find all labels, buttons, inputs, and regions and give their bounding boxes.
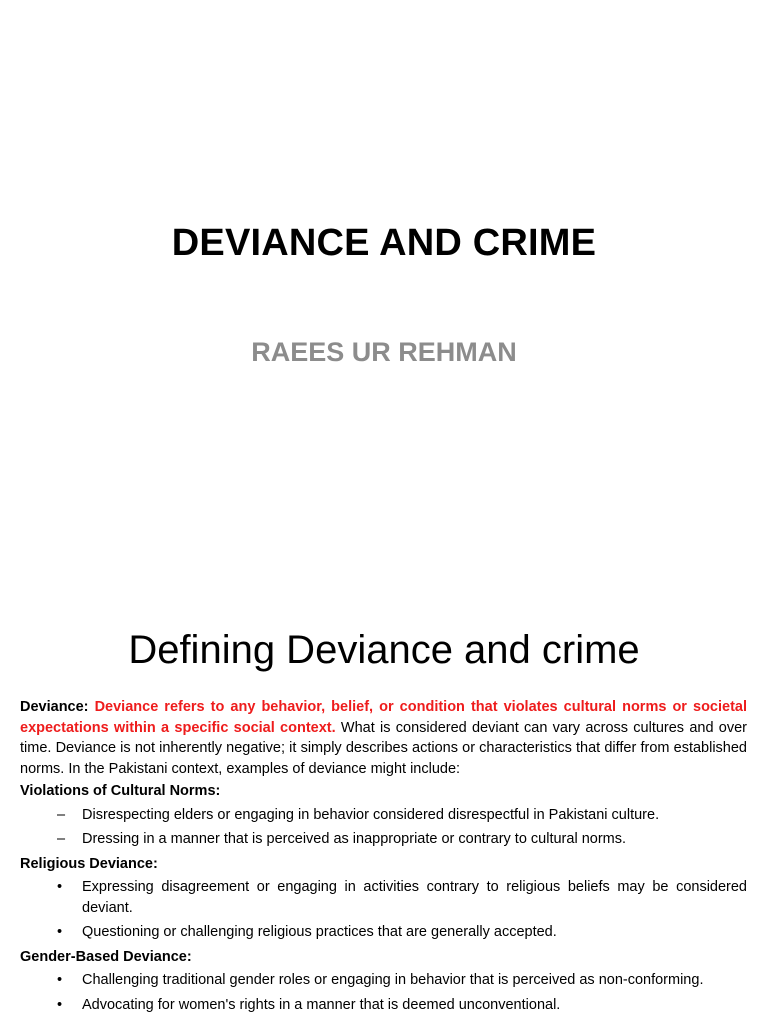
section-list-religious: [20, 877, 747, 943]
list-item-text: Expressing disagreement or engaging in activities contrary to religious beliefs may be considered deviant.: [82, 879, 747, 916]
list-item: [20, 922, 747, 943]
list-item-text: Advocating for women's rights in a manner that is deemed unconventional.: [82, 996, 561, 1013]
intro-label: Deviance:: [20, 699, 89, 715]
list-item-text: Disrespecting elders or engaging in behavior considered disrespectful in Pakistani culture.: [82, 806, 660, 823]
slide-heading: Defining Deviance and crime: [128, 628, 640, 672]
list-item-text: Questioning or challenging religious practices that are generally accepted.: [82, 924, 557, 940]
slide-body: [20, 697, 747, 1019]
slide-subtitle: RAEES UR REHMAN: [251, 337, 517, 367]
bullet-marker: •: [57, 996, 63, 1013]
list-item: [20, 805, 747, 826]
slide-title: DEVIANCE AND CRIME: [171, 222, 597, 264]
section-label-cultural-norms: Violations of Cultural Norms:: [20, 783, 221, 799]
list-item-text: Dressing in a manner that is perceived as inappropriate or contrary to cultural norms.: [82, 831, 627, 847]
dash-marker: –: [57, 806, 66, 823]
list-item: [20, 829, 747, 850]
section-label-gender: Gender-Based Deviance:: [20, 948, 192, 965]
section-list-gender: [20, 970, 747, 1015]
bullet-marker: •: [57, 879, 63, 895]
dash-marker: –: [57, 831, 66, 847]
list-item-text: Challenging traditional gender roles or engaging in behavior that is perceived as non-conforming.: [82, 972, 704, 988]
bullet-marker: •: [57, 924, 63, 940]
intro-body: What is considered deviant can vary across cultures and over time. Deviance is not inherently negative; it simply describes actions or characteristics that differ from established norms. In the Pakistani context, examples of deviance might include:: [20, 719, 748, 777]
list-item: [20, 970, 747, 991]
bullet-marker: •: [57, 972, 63, 988]
intro-paragraph: [20, 697, 747, 779]
list-item: [20, 995, 747, 1016]
section-label-religious: Religious Deviance:: [20, 855, 158, 872]
intro-definition: Deviance refers to any behavior, belief, or condition that violates cultural norms or societal expectations within a specific social context.: [20, 699, 748, 736]
content-slide: [0, 576, 768, 1024]
section-list-cultural-norms: [20, 805, 747, 850]
list-item: [20, 877, 747, 918]
